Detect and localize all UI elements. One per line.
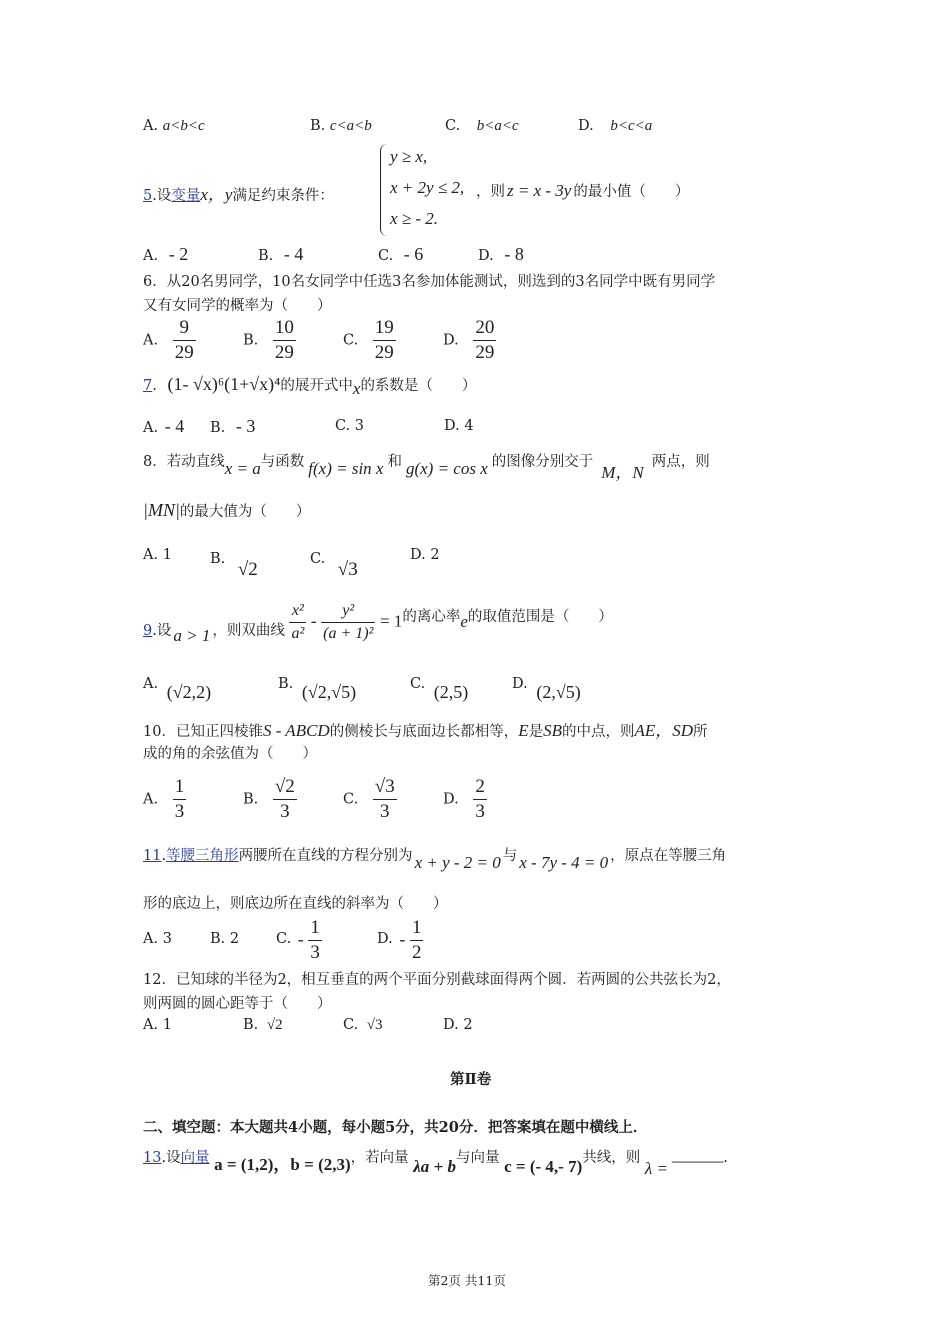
q7-expression: (1- √x)⁶(1+√x)⁴ [167, 374, 281, 394]
q6-c-num: 19 [373, 316, 396, 341]
q10-c-den: 3 [380, 801, 390, 822]
q9-stem [143, 600, 613, 645]
q11-option-c [276, 916, 322, 965]
section-title: 第Ⅱ卷 [450, 1071, 492, 1088]
q6-c-label: C. [343, 332, 359, 349]
q9-e: e [460, 611, 468, 631]
q7-a-value: - 4 [164, 416, 185, 436]
q4-options [143, 118, 205, 135]
q5-option-d [478, 244, 524, 265]
q4-option-b-label: B. [310, 118, 326, 134]
q13-dot: . [161, 1150, 167, 1166]
q12-option-b [243, 1017, 283, 1034]
q9-ask: 的取值范围是（ ） [467, 608, 613, 625]
q8-option-b [210, 547, 258, 580]
q8-stem [143, 446, 710, 482]
q8-option-d: D. 2 [410, 547, 440, 563]
q11-c-minus: - [297, 928, 304, 949]
q13-lambda: λ = [644, 1159, 673, 1178]
q4-option-d-label: D. [578, 118, 594, 134]
q6-b-den: 29 [274, 342, 294, 363]
q8-pre: 8．若动直线 [143, 454, 225, 470]
q7-options [143, 416, 184, 437]
q5-option-b [258, 244, 303, 265]
q13-link-vector[interactable]: 向量 [180, 1150, 210, 1166]
q9-option-b [278, 672, 357, 702]
q8-line: x = a [224, 459, 261, 478]
section-heading: 二、填空题：本大题共4小题，每小题5分，共20分．把答案填在题中横线上． [143, 1119, 648, 1136]
q5-constraint-1: y ≥ x, [390, 147, 428, 166]
q12-line-1: 12．已知球的半径为2，相互垂直的两个平面分别截球面得两个圆．若两圆的公共弦长为2， [143, 972, 731, 988]
q8-ask: 的最大值为（ ） [179, 504, 311, 520]
q9-d-value: (2,√5) [536, 682, 581, 702]
q8-and: 和 [387, 454, 402, 470]
q9-a-value: (√2,2) [166, 682, 212, 702]
q6-option-b [243, 316, 296, 365]
q9-post: 的离心率 [402, 608, 461, 625]
q7-var: x [352, 379, 361, 398]
q5-target: z = x - 3y [507, 181, 572, 200]
q6-a-num: 9 [173, 316, 196, 341]
q8-option-a: A. 1 [143, 547, 172, 563]
q10-c-label: C. [343, 791, 359, 808]
q11-d-minus: - [399, 928, 406, 949]
q10-ae-sd: AE，SD [634, 721, 694, 740]
q4-option-c-expr: b<a<c [476, 118, 519, 134]
q13-tail: 共线，则 [582, 1150, 641, 1166]
q10-a-den: 3 [174, 801, 185, 822]
q10-pyramid: S - ABCD [262, 721, 330, 740]
q11-number[interactable]: 11 [143, 848, 162, 864]
q8-stem-2 [143, 500, 310, 521]
q6-option-c [343, 316, 396, 365]
q8-points: M，N [601, 463, 644, 482]
q8-g: g(x) = cos x [405, 459, 488, 478]
q5-pre: 设 [156, 188, 172, 204]
q4-option-a-expr: a<b<c [162, 118, 205, 134]
q9-minus: - [310, 611, 317, 631]
q11-mid: 两腰所在直线的方程分别为 [238, 848, 413, 864]
q10-option-b [243, 775, 297, 824]
q11-d-num: 1 [410, 916, 424, 941]
q5-options [143, 244, 188, 265]
q5-b-value: - 4 [283, 244, 304, 264]
q9-c-label: C. [410, 676, 426, 692]
q10-option-c [343, 775, 397, 824]
q11-link-isosceles[interactable]: 等腰三角形 [166, 848, 239, 864]
q6-option-d [443, 316, 496, 365]
q9-frac2-den: (a + 1)² [323, 625, 374, 642]
q11-line-1-eq: x + y - 2 = 0 [414, 853, 501, 872]
q13-pre: 设 [166, 1150, 181, 1166]
q9-option-a [143, 672, 212, 702]
q5-mid: 满足约束条件： [232, 188, 334, 204]
q13-number[interactable]: 13 [143, 1150, 162, 1166]
q7-number[interactable]: 7 [143, 378, 153, 394]
q5-b-label: B. [258, 248, 274, 264]
q13-vectors: a = (1,2)，b = (2,3) [214, 1155, 351, 1174]
q9-b-value: (√2,√5) [301, 682, 357, 702]
q10-a-num: 1 [173, 775, 187, 800]
q5-a-label: A. [143, 248, 159, 264]
q5-constraint-3: x ≥ - 2. [390, 209, 439, 228]
q10-pre: 10．已知正四棱锥 [143, 724, 263, 740]
q11-tail: ，原点在等腰三角 [610, 848, 727, 864]
q10-mid: 的侧棱长与底面边长都相等， [329, 724, 519, 740]
q12-c-label: C. [343, 1017, 359, 1033]
q5-number[interactable]: 5 [143, 188, 153, 204]
q11-option-d [377, 916, 423, 965]
q9-option-d [512, 672, 581, 702]
q11-d-den: 2 [411, 942, 422, 963]
q6-a-den: 29 [174, 342, 194, 363]
q5-tail [476, 180, 689, 201]
q9-dot: . [152, 622, 157, 639]
q9-option-c [410, 672, 469, 702]
q11-option-a: A. 3 [143, 931, 172, 947]
q10-a-label: A. [143, 791, 159, 808]
q8-c-value: √3 [337, 559, 358, 580]
q7-b-label: B. [210, 420, 226, 436]
q13-end: . [723, 1150, 728, 1166]
q12-b-label: B. [243, 1017, 259, 1033]
q11-stem [143, 844, 727, 872]
q12-option-c [343, 1017, 383, 1034]
q10-option-d [443, 775, 487, 824]
q5-ask: 的最小值（ ） [573, 184, 690, 200]
q12-option-a: A. 1 [143, 1017, 172, 1033]
q5-post: ，则 [476, 184, 505, 200]
q5-dot: . [152, 188, 157, 204]
q11-line-2: 形的底边上，则底边所在直线的斜率为（ ） [143, 896, 448, 912]
q4-option-b-expr: c<a<b [329, 118, 372, 134]
q10-option-a [143, 775, 186, 824]
q4-option-d [578, 118, 652, 135]
q8-c-label: C. [310, 551, 326, 567]
q7-ask: 的系数是（ ） [360, 378, 477, 394]
q13-vector-c: c = (- 4,- 7) [504, 1157, 583, 1176]
q10-line-1 [143, 716, 708, 741]
q6-option-a [143, 316, 196, 365]
q7-stem [143, 374, 477, 398]
q10-line-2: 成的角的余弦值为（ ） [143, 746, 317, 762]
q13-mid: ，若向量 [350, 1150, 409, 1166]
q11-dot: . [161, 848, 167, 864]
q6-line-2: 又有女同学的概率为（ ） [143, 298, 332, 314]
q5-vars: x，y [200, 185, 233, 204]
q9-b-label: B. [278, 676, 294, 692]
q10-d-label: D. [443, 791, 459, 808]
q7-tail: 的展开式中 [280, 378, 353, 394]
q4-option-b [310, 118, 372, 135]
q6-d-num: 20 [473, 316, 496, 341]
q9-frac1-num: x² [289, 600, 306, 623]
q9-c-value: (2,5) [433, 682, 469, 702]
q9-pre: 设 [156, 622, 172, 639]
q7-option-c: C. 3 [335, 418, 365, 434]
q10-c-num: √3 [373, 775, 397, 800]
q9-cond: a > 1 [173, 625, 211, 645]
q11-c-num: 1 [308, 916, 322, 941]
q9-d-label: D. [512, 676, 528, 692]
q6-d-den: 29 [475, 342, 495, 363]
q9-frac1-den: a² [291, 625, 305, 642]
q5-brace [380, 144, 387, 236]
q10-suo: 所 [693, 724, 708, 740]
q5-option-c [378, 244, 423, 265]
q13-combination: λa + b [413, 1157, 456, 1176]
q4-option-c [445, 118, 519, 135]
q5-link-variable[interactable]: 变量 [171, 188, 201, 204]
q13-stem [143, 1142, 728, 1178]
q10-b-label: B. [243, 791, 259, 808]
q10-b-den: 3 [280, 801, 290, 822]
q5-c-value: - 6 [403, 244, 424, 264]
q12-b-value: √2 [266, 1017, 283, 1033]
q6-line-1: 6．从20名男同学，10名女同学中任选3名参加体能测试，则选到的3名同学中既有男同学 [143, 274, 716, 290]
q7-option-b [210, 416, 255, 437]
q7-option-d: D. 4 [444, 418, 474, 434]
q5-constraint-2: x + 2y ≤ 2, [390, 178, 465, 197]
q7-b-value: - 3 [235, 416, 256, 436]
q5-stem [143, 180, 334, 205]
page-footer: 第2页 共11页 [428, 1273, 506, 1288]
q4-option-a-label: A. [143, 118, 159, 134]
q11-c-den: 3 [310, 942, 320, 963]
q11-c-label: C. [276, 930, 292, 947]
q11-d-label: D. [377, 930, 393, 947]
q5-c-label: C. [378, 248, 394, 264]
q8-option-c [310, 547, 358, 580]
q9-a-label: A. [143, 676, 159, 692]
q10-b-num: √2 [273, 775, 297, 800]
q10-sb: SB [543, 721, 562, 740]
q6-d-label: D. [443, 332, 459, 349]
q6-b-label: B. [243, 332, 259, 349]
q8-b-label: B. [210, 551, 226, 567]
q9-frac2-num: y² [321, 600, 375, 623]
q13-with: 与向量 [456, 1150, 500, 1166]
q6-a-label: A. [143, 332, 159, 349]
q4-option-d-expr: b<c<a [610, 118, 653, 134]
q12-line-2: 则两圆的圆心距等于（ ） [143, 996, 332, 1012]
q9-mid: ，则双曲线 [212, 622, 285, 639]
q9-number[interactable]: 9 [143, 622, 153, 639]
q12-option-d: D. 2 [443, 1017, 473, 1033]
q4-option-c-label: C. [445, 118, 461, 134]
q12-c-value: √3 [366, 1017, 383, 1033]
q8-mid: 的图像分别交于 [491, 454, 594, 470]
q13-answer-blank[interactable]: ——— [672, 1151, 724, 1170]
q10-d-num: 2 [473, 775, 487, 800]
q7-dot: . [152, 378, 157, 394]
q5-a-value: - 2 [168, 244, 189, 264]
q7-a-label: A. [143, 420, 159, 436]
q11-line-2-eq: x - 7y - 4 = 0 [519, 853, 609, 872]
q9-eq: = 1 [379, 611, 403, 631]
q10-then: 的中点，则 [561, 724, 635, 740]
q8-tail: 两点，则 [651, 454, 710, 470]
q8-b-value: √2 [237, 559, 258, 580]
q5-d-label: D. [478, 248, 494, 264]
q11-option-b: B. 2 [210, 931, 240, 947]
q8-mn: |MN| [143, 500, 180, 520]
q5-d-value: - 8 [504, 244, 524, 264]
q8-f: f(x) = sin x [308, 459, 384, 478]
q10-d-den: 3 [475, 801, 485, 822]
q8-with: 与函数 [260, 454, 305, 470]
q6-b-num: 10 [273, 316, 296, 341]
q11-and: 与 [502, 848, 518, 864]
q10-is: 是 [528, 724, 544, 740]
q10-e: E [518, 721, 529, 740]
q6-c-den: 29 [374, 342, 394, 363]
